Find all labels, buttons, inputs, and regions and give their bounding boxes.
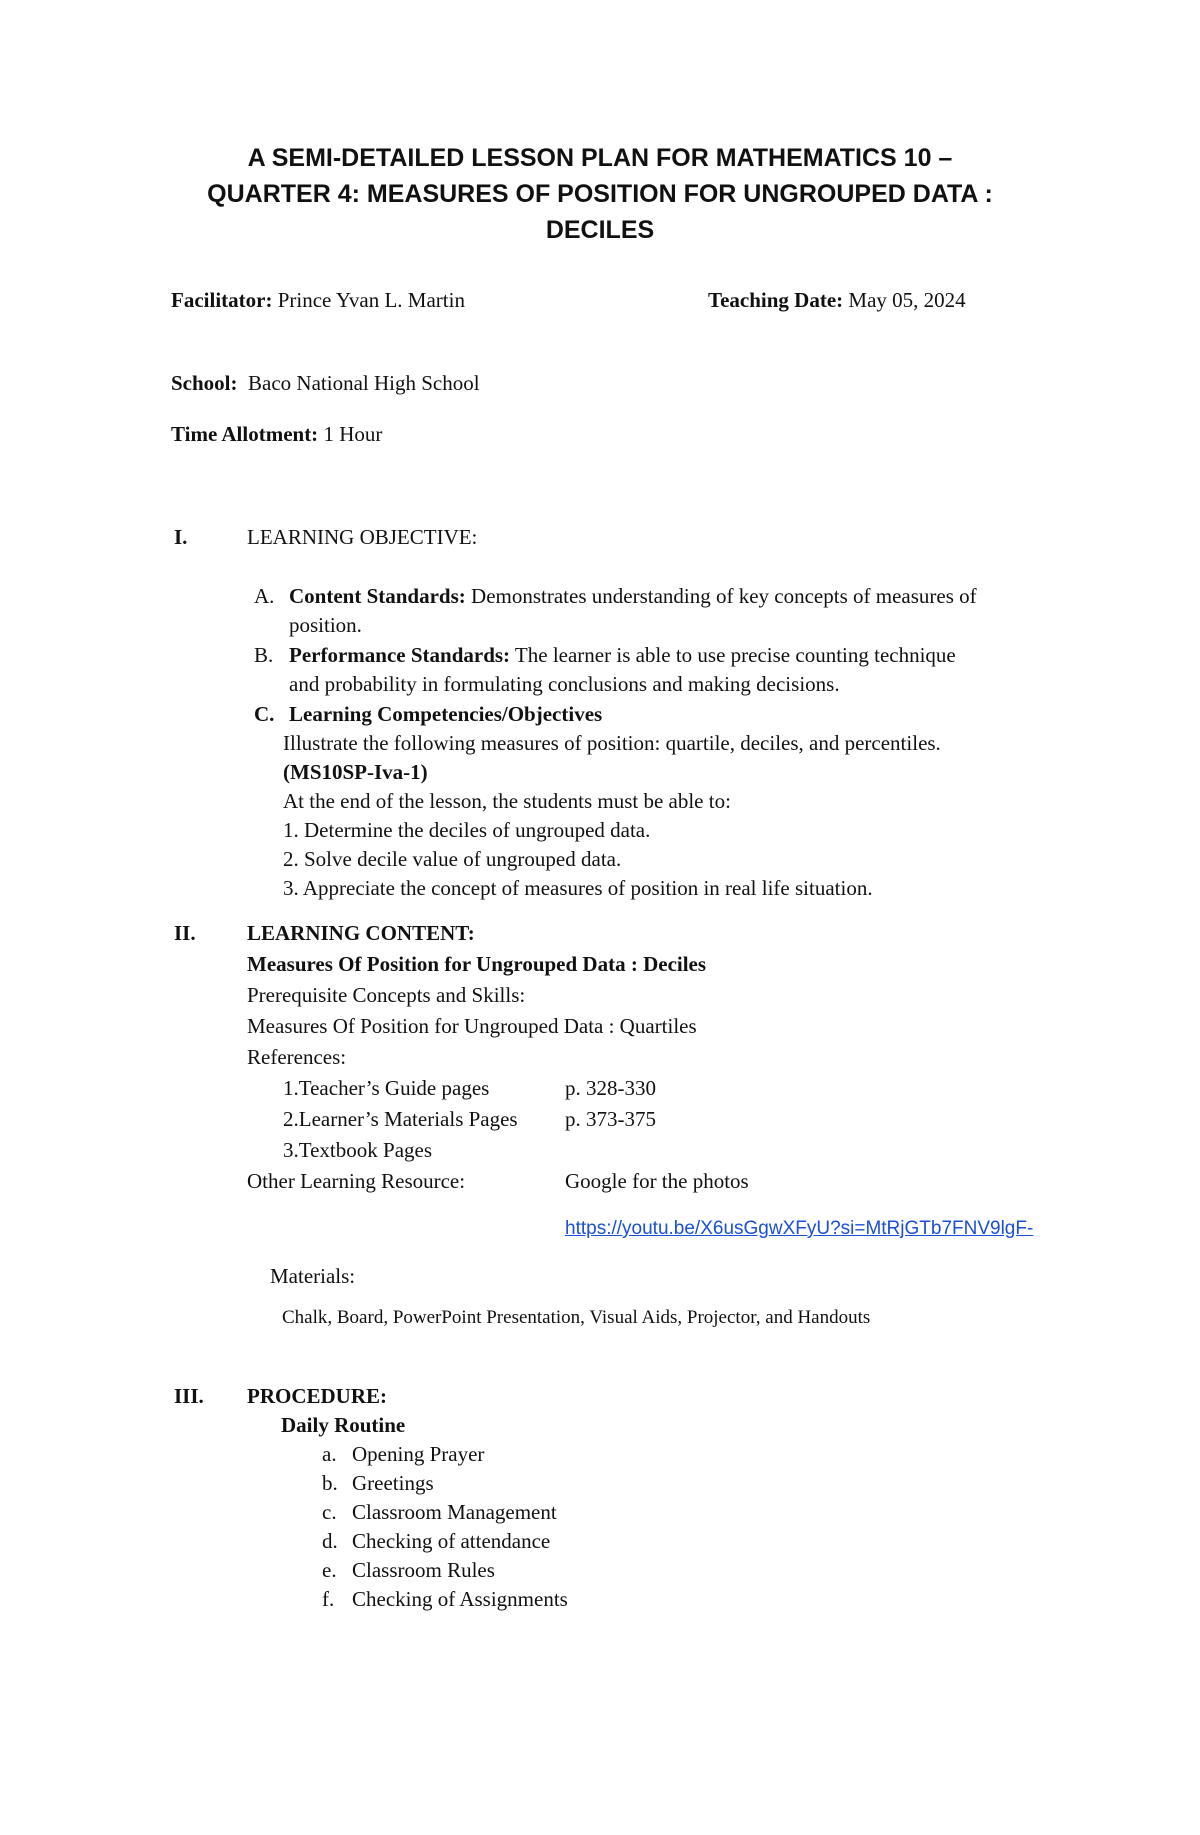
item-b-marker: B.: [254, 643, 274, 667]
video-link[interactable]: https://youtu.be/X6usGgwXFyU?si=MtRjGTb7FNV9lgF-: [565, 1218, 1034, 1239]
materials-value: Chalk, Board, PowerPoint Presentation, Visual Aids, Projector, and Handouts: [282, 1307, 871, 1328]
routine-item: Opening Prayer: [352, 1442, 485, 1466]
objective-item: 3. Appreciate the concept of measures of position in real life situation.: [283, 876, 873, 900]
teaching-date-row: [708, 286, 966, 315]
title-line-3: DECILES: [545, 216, 655, 244]
item-b-line-2: and probability in formulating conclusions and making decisions.: [289, 672, 840, 696]
routine-item: Checking of Assignments: [352, 1587, 568, 1611]
teaching-date-value: May 05, 2024: [848, 288, 966, 312]
routine-marker: c.: [322, 1500, 337, 1524]
reference-name: 2.Learner’s Materials Pages: [283, 1107, 518, 1131]
materials-list: [282, 1307, 870, 1329]
item-a-marker: A.: [254, 584, 275, 608]
facilitator-label: Facilitator:: [171, 288, 273, 312]
reference-pages: p. 328-330: [565, 1076, 656, 1100]
reference-name: 1.Teacher’s Guide pages: [283, 1076, 490, 1100]
performance-standards-label: Performance Standards:: [289, 643, 511, 667]
time-allotment-row: [171, 420, 382, 449]
routine-item: Classroom Rules: [352, 1558, 495, 1582]
reference-pages: p. 373-375: [565, 1107, 656, 1131]
routine-item: Checking of attendance: [352, 1529, 551, 1553]
school-label: School:: [171, 371, 238, 395]
daily-routine-heading: Daily Routine: [281, 1413, 406, 1437]
prerequisite-label: Prerequisite Concepts and Skills:: [247, 983, 526, 1007]
routine-marker: b.: [322, 1471, 338, 1495]
section-3-heading: PROCEDURE:: [247, 1384, 387, 1408]
other-resource-value: Google for the photos: [565, 1169, 749, 1193]
time-allotment-value: 1 Hour: [323, 422, 383, 446]
other-resource-label: Other Learning Resource:: [247, 1169, 466, 1193]
learning-competencies-label: Learning Competencies/Objectives: [289, 702, 603, 726]
teaching-date-label: Teaching Date:: [708, 288, 844, 312]
objectives-intro: At the end of the lesson, the students must be able to:: [283, 789, 731, 813]
routine-marker: f.: [322, 1587, 335, 1611]
school-row: [171, 369, 480, 398]
time-allotment-label: Time Allotment:: [171, 422, 319, 446]
reference-name: 3.Textbook Pages: [283, 1138, 433, 1162]
materials-label: Materials:: [270, 1264, 356, 1288]
facilitator-value: Prince Yvan L. Martin: [277, 288, 465, 312]
title-line-2: QUARTER 4: MEASURES OF POSITION FOR UNGROUPED DATA :: [207, 180, 993, 208]
routine-marker: e.: [322, 1558, 337, 1582]
section-1-numeral: I.: [174, 525, 188, 549]
section-2-heading: LEARNING CONTENT:: [247, 921, 475, 945]
routine-item: Greetings: [352, 1471, 434, 1495]
item-a-line-1: [289, 582, 977, 611]
routine-marker: a.: [322, 1442, 337, 1466]
routine-marker: d.: [322, 1529, 338, 1553]
section-2-numeral: II.: [174, 921, 196, 945]
references-label: References:: [247, 1045, 347, 1069]
content-standards-label: Content Standards:: [289, 584, 466, 608]
objective-item: 2. Solve decile value of ungrouped data.: [283, 847, 622, 871]
prerequisite-value: Measures Of Position for Ungrouped Data : Quartiles: [247, 1014, 697, 1038]
competency-code: (MS10SP-Iva-1): [283, 760, 428, 784]
item-b-line-1: [289, 641, 956, 670]
item-a-line-2: position.: [289, 613, 362, 637]
section-3-numeral: III.: [174, 1384, 204, 1408]
performance-standards-text: The learner is able to use precise counting technique: [514, 643, 956, 667]
facilitator-row: [171, 286, 465, 315]
school-value: Baco National High School: [248, 371, 480, 395]
objective-item: 1. Determine the deciles of ungrouped data.: [283, 818, 651, 842]
item-c-marker: C.: [254, 702, 275, 726]
section-1-heading: LEARNING OBJECTIVE:: [247, 525, 478, 549]
lesson-topic: Measures Of Position for Ungrouped Data : Deciles: [247, 952, 707, 976]
competency-text: Illustrate the following measures of position: quartile, deciles, and percentiles.: [283, 731, 941, 755]
routine-item: Classroom Management: [352, 1500, 557, 1524]
title-line-1: A SEMI-DETAILED LESSON PLAN FOR MATHEMATICS 10 –: [247, 144, 953, 172]
content-standards-text: Demonstrates understanding of key concepts of measures of: [471, 584, 977, 608]
